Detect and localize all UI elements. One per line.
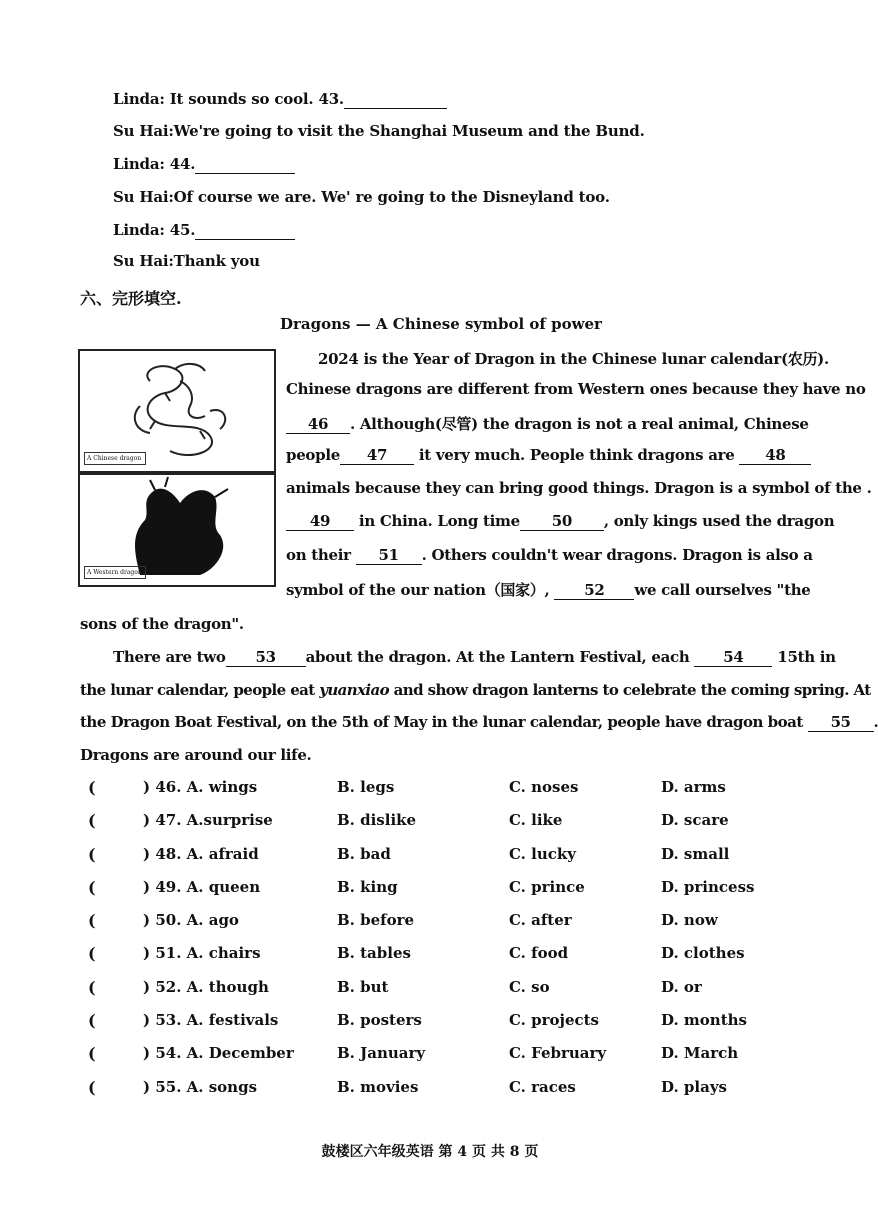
option-a[interactable]: ) 54. A. December (143, 1044, 294, 1062)
passage-line-11 (80, 681, 871, 699)
passage-line-7 (286, 546, 813, 565)
passage-text: animals because they can bring good things. Dragon is a symbol of the . (286, 479, 872, 497)
dialogue-line-su-hai-1 (113, 122, 645, 140)
passage-line-13 (80, 746, 311, 764)
option-d[interactable]: D. princess (661, 878, 755, 896)
dialogue-text: Linda: It sounds so cool. 43. (113, 90, 344, 108)
passage-text: Dragons are around our life. (80, 746, 312, 764)
passage-line-8 (286, 579, 811, 600)
option-d[interactable]: D. arms (661, 778, 726, 796)
passage-line-10 (113, 648, 836, 667)
answer-paren[interactable]: ( (88, 845, 96, 864)
dialogue-text: Su Hai:Of course we are. We' re going to the Disneyland too. (113, 188, 610, 206)
dialogue-text: Linda: 44. (113, 155, 196, 173)
answer-paren[interactable]: ( (88, 1078, 96, 1097)
dialogue-line-45 (113, 221, 295, 240)
answer-paren[interactable]: ( (88, 811, 96, 830)
option-d[interactable]: D. scare (661, 811, 729, 829)
answer-paren[interactable]: ( (88, 978, 96, 997)
passage-text: . (873, 713, 878, 731)
passage-line-9 (80, 615, 244, 633)
option-b[interactable]: B. before (337, 911, 415, 929)
image-caption: A Western dragon (84, 566, 146, 579)
passage-line-4 (286, 446, 811, 465)
option-a[interactable]: ) 52. A. though (143, 978, 269, 996)
option-c[interactable]: C. after (509, 911, 572, 929)
option-d[interactable]: D. or (661, 978, 702, 996)
option-c[interactable]: C. lucky (509, 845, 576, 863)
cloze-blank-55[interactable]: 55 (808, 713, 874, 732)
option-a[interactable]: ) 47. A.surprise (143, 811, 273, 829)
passage-line-6 (286, 512, 834, 531)
option-c[interactable]: C. February (509, 1044, 607, 1062)
passage-text: it very much. People think dragons are (413, 446, 740, 464)
passage-line-3 (286, 413, 809, 434)
passage-line-1 (318, 348, 829, 369)
answer-blank-44[interactable] (195, 155, 295, 174)
answer-paren[interactable]: ( (88, 1011, 96, 1030)
option-b[interactable]: B. posters (337, 1011, 422, 1029)
option-a[interactable]: ) 49. A. queen (143, 878, 261, 896)
passage-text: sons of the dragon". (80, 615, 244, 633)
answer-paren[interactable]: ( (88, 911, 96, 930)
passage-text: the Dragon Boat Festival, on the 5th of May in the lunar calendar, people have dragon boat (80, 713, 808, 731)
dialogue-line-su-hai-3 (113, 252, 260, 270)
passage-text: . Others couldn't wear dragons. Dragon is also a (421, 546, 813, 564)
answer-blank-43[interactable] (344, 90, 447, 109)
option-b[interactable]: B. king (337, 878, 398, 896)
option-b[interactable]: B. but (337, 978, 389, 996)
passage-title: Dragons — A Chinese symbol of power (280, 315, 602, 333)
option-a[interactable]: ) 50. A. ago (143, 911, 239, 929)
answer-paren[interactable]: ( (88, 944, 96, 963)
dialogue-text: Linda: 45. (113, 221, 196, 239)
option-d[interactable]: D. March (661, 1044, 739, 1062)
option-b[interactable]: B. tables (337, 944, 411, 962)
passage-line-12 (80, 713, 878, 732)
option-c[interactable]: C. food (509, 944, 569, 962)
answer-paren[interactable]: ( (88, 878, 96, 897)
option-d[interactable]: D. months (661, 1011, 747, 1029)
passage-text: we call ourselves "the (634, 581, 811, 599)
answer-paren[interactable]: ( (88, 1044, 96, 1063)
option-a[interactable]: ) 53. A. festivals (143, 1011, 279, 1029)
option-a[interactable]: ) 55. A. songs (143, 1078, 258, 1096)
option-c[interactable]: C. like (509, 811, 563, 829)
passage-text: the lunar calendar, people eat yuanxiao and show dragon lanterns to celebrate the coming spring. At (80, 681, 871, 699)
option-b[interactable]: B. dislike (337, 811, 417, 829)
dialogue-line-43 (113, 90, 447, 109)
option-c[interactable]: C. projects (509, 1011, 599, 1029)
passage-text: on their (286, 546, 356, 564)
passage-text: 15th in (772, 648, 836, 666)
passage-line-2 (286, 380, 866, 398)
cloze-blank-52[interactable]: 52 (554, 581, 634, 600)
cloze-blank-54[interactable]: 54 (694, 648, 772, 667)
option-b[interactable]: B. bad (337, 845, 391, 863)
cloze-blank-48[interactable]: 48 (739, 446, 811, 465)
passage-text: , only kings used the dragon (603, 512, 835, 530)
option-a[interactable]: ) 51. A. chairs (143, 944, 261, 962)
passage-text: in China. Long time (354, 512, 520, 530)
option-d[interactable]: D. plays (661, 1078, 727, 1096)
cloze-blank-49[interactable]: 49 (286, 512, 354, 531)
section-heading: 六、完形填空. (80, 289, 182, 308)
passage-text: about the dragon. At the Lantern Festival, each (305, 648, 695, 666)
passage-text: . Although(尽管) the dragon is not a real animal, Chinese (350, 415, 809, 433)
answer-paren[interactable]: ( (88, 778, 96, 797)
cloze-blank-50[interactable]: 50 (520, 512, 604, 531)
cloze-blank-47[interactable]: 47 (340, 446, 414, 465)
option-d[interactable]: D. small (661, 845, 730, 863)
option-c[interactable]: C. prince (509, 878, 585, 896)
option-b[interactable]: B. movies (337, 1078, 419, 1096)
passage-text: people (286, 446, 340, 464)
image-caption: A Chinese dragon (84, 452, 146, 465)
option-a[interactable]: ) 48. A. afraid (143, 845, 259, 863)
option-b[interactable]: B. January (337, 1044, 426, 1062)
passage-line-5 (286, 479, 872, 497)
western-dragon-image (78, 473, 276, 587)
dialogue-line-44 (113, 155, 295, 174)
passage-text: symbol of the our nation（国家）, (286, 581, 555, 599)
dialogue-line-su-hai-2 (113, 188, 610, 206)
page-footer: 鼓楼区六年级英语 第 4 页 共 8 页 (321, 1144, 539, 1160)
option-d[interactable]: D. now (661, 911, 718, 929)
answer-blank-45[interactable] (195, 221, 295, 240)
passage-text: Chinese dragons are different from Western ones because they have no (286, 380, 866, 398)
dialogue-text: Su Hai:Thank you (113, 252, 260, 270)
cloze-blank-46[interactable]: 46 (286, 415, 350, 434)
option-c[interactable]: C. races (509, 1078, 576, 1096)
option-c[interactable]: C. so (509, 978, 550, 996)
passage-text: 2024 is the Year of Dragon in the Chinese lunar calendar(农历). (318, 350, 829, 368)
cloze-blank-51[interactable]: 51 (356, 546, 422, 565)
option-c[interactable]: C. noses (509, 778, 579, 796)
dialogue-text: Su Hai:We're going to visit the Shanghai Museum and the Bund. (113, 122, 645, 140)
option-b[interactable]: B. legs (337, 778, 395, 796)
passage-text: There are two (113, 648, 226, 666)
chinese-dragon-image (78, 349, 276, 473)
option-d[interactable]: D. clothes (661, 944, 745, 962)
cloze-blank-53[interactable]: 53 (226, 648, 306, 667)
option-a[interactable]: ) 46. A. wings (143, 778, 258, 796)
